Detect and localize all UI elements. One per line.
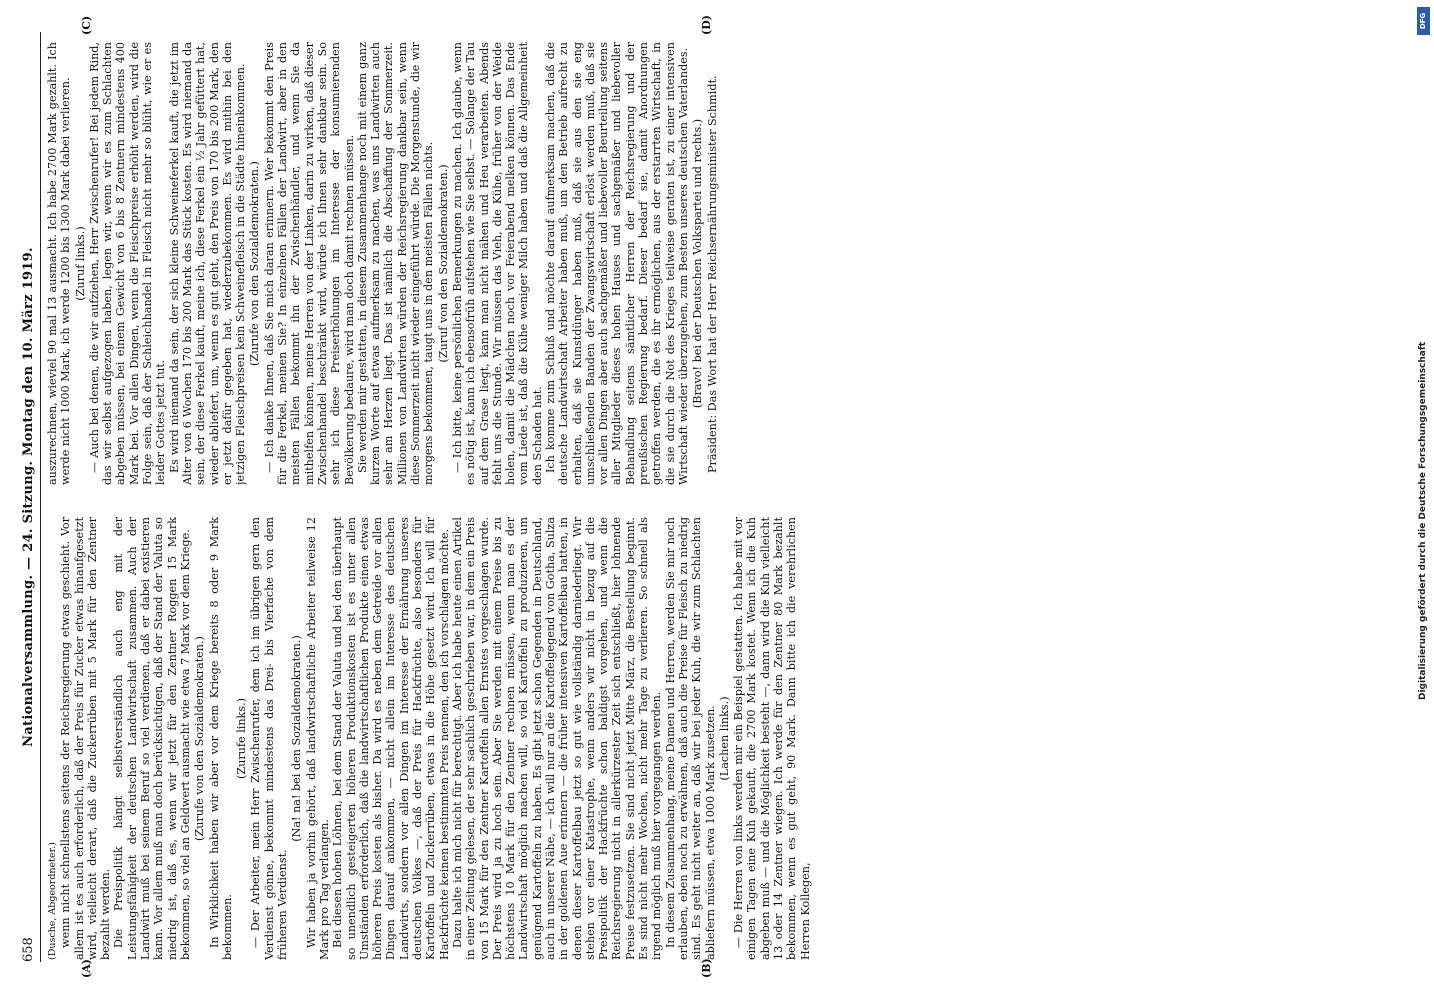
paragraph: — Der Arbeiter, mein Herr Zwischenrufer, dem ich im übrigen gern den Verdienst gönne, bekommt mindestens das Drei- bis Vierfache von dem früheren Verdienst. bbox=[249, 517, 290, 960]
page-number: 658 bbox=[21, 937, 36, 962]
interjection: (Zurufe von den Sozialdemokraten.) bbox=[248, 161, 262, 366]
paragraph: Dazu halte ich mich nicht für berechtigt. Aber ich habe heute einen Artikel in einer Zeitung gelesen, der sehr sachlich geschrieben war, in dem ein Preis von 15 Mark für den Zentner Kartoffeln allen Ernstes vorgeschlagen wurde. Der Preis wird ja zu hoch sein. Aber Sie werden mit einem Preise bis zu höchstens 10 Mark für den Zentner rechnen müssen, wenn man es der Landwirtschaft möglich machen will, so viel Kartoffeln zu produzieren, um genügend Kartoffeln zu haben. Es gibt jetzt schon Gegenden in Deutschland, auch in unserer Nähe, — ich will nur an die Kartoffelgegend von Gotha, Sulza in der goldenen Aue erinnern — die früher intensiven Kartoffelbau hatten, in denen dieser Kartoffelbau jetzt so gut wie vollständig darniederliegt. Wir stehen vor einer Katastrophe, wenn anders wir nicht in bezug auf die Preispolitik der Hackfrüchte schon baldigst vorgehen, und wenn die Reichsregierung nicht in allerkürzester Zeit sich entschließt, hier lohnende Preise festzusetzen. Sie sind nicht jetzt Mitte März, die Bestellung beginnt. Es sind nicht mehr Wochen, nicht mehr Tage zu verlieren. So schnell als irgend möglich muß hier vorgegangen werden. bbox=[450, 517, 664, 960]
paragraph: Wir haben ja vorhin gehört, daß landwirtschaftliche Arbeiter teilweise 12 Mark pro Tag verlangen. bbox=[304, 517, 331, 960]
paragraph: wenn nicht schnellstens seitens der Reichsregierung etwas geschieht. Vor allem ist es auch erforderlich, daß der Preis für Zucker etwas hinaufgesetzt wird, vielleicht derart, daß die Zuckerrüben mit 5 Mark für den Zentner bezahlt werden. bbox=[59, 517, 113, 960]
paragraph: — Ich bitte, keine persönlichen Bemerkungen zu machen. Ich glaube, wenn es nötig ist, kann ich ebensofrüh aufstehen wie Sie selbst. — Solange der Tau auf dem Grase liegt, kann man nicht mähen und Heu verarbeiten. Abends fehlt uns die Stunde. Wir müssen das Vieh, die Kühe, früher von der Weide holen, damit die Mädchen noch vor Feierabend melken können. Das Ende vom Liede ist, daß die Kühe weniger Milch haben und daß die Allgemeinheit den Schaden hat. bbox=[450, 42, 544, 485]
dfg-logo-text: DFG bbox=[1419, 12, 1428, 30]
digitization-credit bbox=[1416, 40, 1432, 700]
margin-letter-b: (B) bbox=[700, 958, 713, 978]
paragraph: — Die Herren von links werden mir ein Beispiel gestatten. Ich habe mit vor einigen Tagen eine Kuh gekauft, die 2700 Mark kostet. Wenn ich die Kuh abgeben muß — und die Möglichkeit besteht —, dann wird die Kuh vielleicht 13 oder 14 Zentner wiegen. Ich werde für den Zentner 80 Mark bezahlt bekommen, wenn es gut geht, 90 Mark. Dann bitte ich die verehrlichen Herren Kollegen, bbox=[732, 517, 812, 960]
margin-letter-c: (C) bbox=[80, 15, 93, 35]
paragraph: Es wird niemand da sein, der sich kleine Schweineferkel kauft, die jetzt im Alter von 6 Wochen 170 bis 200 Mark das Stück kosten. Es wird niemand da sein, der diese Ferkel kauft, meine ich, diese Ferkel ein ½ Jahr gefüttert hat, wieder abliefert, um, wenn es gut geht, den Preis von 170 bis 200 Mark, den er jetzt dafür gegeben hat, wiederzubekommen. Es wird mithin bei den jetzigen Fleischpreisen kein Schweinefleisch in die Städte hineinkommen. bbox=[167, 42, 248, 485]
margin-letter-d: (D) bbox=[700, 15, 713, 35]
interjection: (Lachen links.) bbox=[717, 696, 731, 781]
interjection: (Zuruf von den Sozialdemokraten.) bbox=[436, 164, 450, 363]
dfg-logo bbox=[1417, 7, 1430, 35]
running-title: Nationalversammlung. — 24. Sitzung. Montag den 10. März 1919. bbox=[21, 247, 36, 747]
credit-text: Digitalisierung gefördert durch die Deutsche Forschungsgemeinschaft bbox=[1418, 341, 1428, 700]
margin-letter-a: (A) bbox=[80, 959, 93, 978]
page-header bbox=[4, 32, 41, 962]
interjection: (Zurufe links.) bbox=[235, 697, 249, 780]
paragraph: In diesem Zusammenhang, meine Damen und Herren, werden Sie mir noch erlauben, eben noch zu erwähnen, daß auch die Preise für Fleisch zu niedrig sind. Es geht nicht weiter an, daß wir bei jeder Kuh, die wir zum Schlachten abliefern müssen, etwa 1000 Mark zusetzen. bbox=[663, 517, 717, 960]
paragraph: — Ich danke Ihnen, daß Sie mich daran erinnern. Wer bekommt den Preis für die Ferkel, meinen Sie? In einzelnen Fällen der Landwirt, aber in den meisten Fällen bekommt ihn der Zwischenhändler, und wenn Sie da mithelfen können, meine Herren von der Linken, darin zu wirken, daß dieser Zwischenhandel beschränkt wird, würde ich Ihnen sehr dankbar sein. So sehr ich diese Preiserhöhungen im Interesse der konsumierenden Bevölkerung bedaure, wird man doch damit rechnen müssen. bbox=[262, 42, 356, 485]
column-right bbox=[46, 42, 1286, 485]
paragraph: — Auch bei denen, die wir aufziehen, Herr Zwischenrufer! Bei jedem Rind, das wir selbst aufgezogen haben, legen wir, wenn wir es zum Schlachten abgeben müssen, bei einem Gewicht von 6 bis 8 Zentnern mindestens 400 Mark bei. Vor allen Dingen, wenn die Fleischpreise erhöht werden, wird die Folge sein, daß der Schleichhandel in Fleisch nicht mehr so blüht, wie er es leider Gottes jetzt tut. bbox=[87, 42, 168, 485]
paragraph: Präsident: Das Wort hat der Herr Reichsernährungsminister Schmidt. bbox=[705, 75, 719, 473]
paragraph: Sie werden mir gestatten, in diesem Zusammenhange noch mit einem ganz kurzen Worte auf etwas aufmerksam zu machen, was uns Landwirten auch sehr am Herzen liegt. Das ist nämlich die Abschaffung der Sommerzeit. Millionen von Landwirten würden der Reichsregierung dankbar sein, wenn diese Sommerzeit nicht wieder eingeführt würde. Die Morgenstunde, die wir morgens bekommen, taugt uns in den meisten Fällen nichts. bbox=[355, 42, 436, 485]
column-left bbox=[46, 517, 1286, 960]
paragraph: In Wirklichkeit haben wir aber vor dem Kriege bereits 8 oder 9 Mark bekommen. bbox=[207, 517, 234, 960]
interjection: (Zurufe von den Sozialdemokraten.) bbox=[193, 636, 207, 841]
paragraph: Ich komme zum Schluß und möchte darauf aufmerksam machen, daß die deutsche Landwirtschaft Arbeiter haben muß, um den Betrieb aufrecht zu erhalten, daß sie Kunstdünger haben muß, daß sie aus den sie eng umschließenden Banden der Zwangswirtschaft erlöst werden muß, daß sie vor allen Dingen aber auch sachgemäßer und liebevoller Beurteilung seitens aller Mitglieder dieses hohen Hauses und sachgemäßer und liebevoller Behandlung seitens sämtlicher Herren der Reichsregierung und der preußischen Regierung bedarf. Dieser bedarf sie, damit Anordnungen getroffen werden, die es ihr ermöglichen, aus der erstarrten Wirtschaft, in die sie durch die Not des Krieges teilweise geraten ist, zu einer intensiven Wirtschaft wieder überzugehen, zum Besten unseres deutschen Vaterlandes. bbox=[543, 42, 690, 485]
paragraph: Bei diesen hohen Löhnen, bei dem Stand der Valuta und bei den überhaupt so unendlich gesteigerten höheren Produktionskosten ist es unter allen Umständen erforderlich, daß die landwirtschaftlichen Produkte einen etwas höheren Preis kosten als bisher. Da wird es neben dem Getreide vor allen Dingen darauf ankommen, — nicht allein im Interesse des deutschen Landwirts, sondern vor allen Dingen im Interesse der Ernährung unseres deutschen Volkes —, daß der Preis für Hackfrüchte, also besonders für Kartoffeln und Zuckerrüben, etwas in die Höhe gesetzt wird. Ich will für Hackfrüchte keinen bestimmten Preis nennen, den ich vorschlagen möchte. bbox=[331, 517, 451, 960]
interjection: (Na! na! bei den Sozialdemokraten.) bbox=[290, 635, 304, 842]
interjection: (Bravo! bei der Deutschen Volkspartei und rechts.) bbox=[691, 118, 705, 409]
paragraph: Die Preispolitik hängt selbstverständlich auch eng mit der Leistungsfähigkeit der deutschen Landwirtschaft zusammen. Auch der Landwirt muß bei seinem Beruf so viel verdienen, daß er dabei existieren kann. Vor allem muß man doch berücksichtigen, daß der Stand der Valuta so niedrig ist, daß es, wenn wir jetzt für den Zentner Roggen 15 Mark bekommen, so viel an Geldwert ausmacht wie etwa 7 Mark vor dem Kriege. bbox=[112, 517, 192, 960]
interjection: (Zuruf links.) bbox=[73, 226, 87, 301]
paragraph: auszurechnen, wieviel 90 mal 13 ausmacht. Ich habe 2700 Mark gezahlt. Ich werde nicht 1000 Mark, ich werde 1200 bis 1300 Mark dabei verlieren. bbox=[46, 42, 73, 485]
speaker-label: (Dusche, Abgeordneter.) bbox=[47, 842, 58, 960]
